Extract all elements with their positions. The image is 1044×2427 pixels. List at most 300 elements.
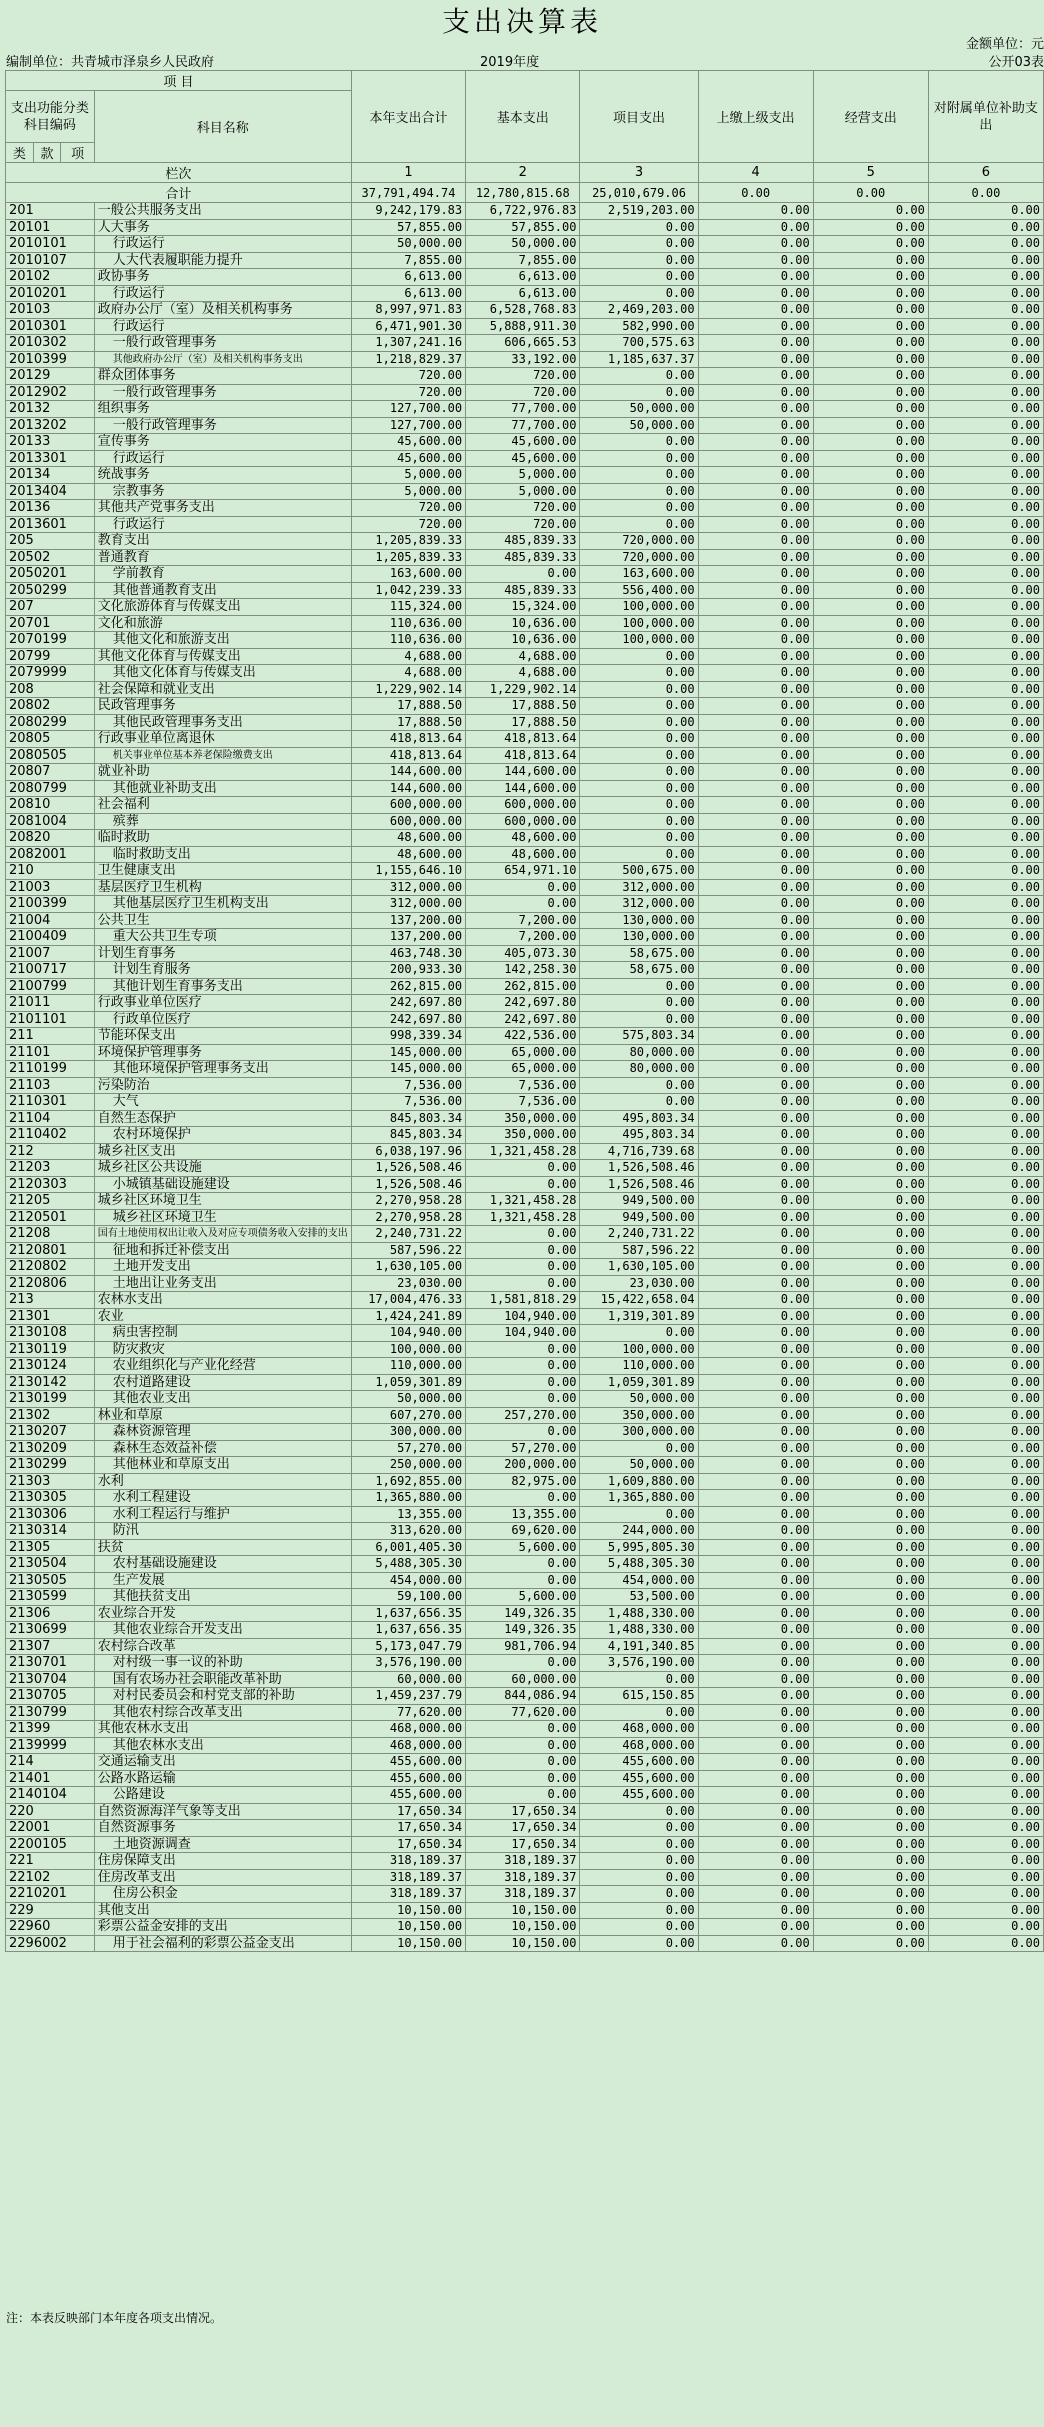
row-value-4: 0.00: [698, 830, 813, 847]
row-code: 21401: [6, 1770, 95, 1787]
table-row: [6, 1325, 1044, 1342]
row-value-6: 0.00: [928, 582, 1043, 599]
row-value-2: 0.00: [466, 1226, 580, 1243]
row-value-2: 5,888,911.30: [466, 318, 580, 335]
row-value-6: 0.00: [928, 1737, 1043, 1754]
table-row: [6, 1787, 1044, 1804]
row-code: 21004: [6, 912, 95, 929]
row-value-1: 1,042,239.33: [351, 582, 465, 599]
table-row: [6, 632, 1044, 649]
row-value-5: 0.00: [813, 632, 928, 649]
row-value-5: 0.00: [813, 962, 928, 979]
row-value-4: 0.00: [698, 467, 813, 484]
row-value-6: 0.00: [928, 813, 1043, 830]
row-value-3: 15,422,658.04: [580, 1292, 698, 1309]
row-name: 森林资源管理: [94, 1424, 351, 1441]
row-value-5: 0.00: [813, 467, 928, 484]
row-code: 2296002: [6, 1935, 95, 1952]
row-value-3: 720,000.00: [580, 549, 698, 566]
row-value-6: 0.00: [928, 912, 1043, 929]
row-value-1: 418,813.64: [351, 747, 465, 764]
row-value-5: 0.00: [813, 1737, 928, 1754]
row-value-3: 0.00: [580, 384, 698, 401]
row-name: 环境保护管理事务: [94, 1044, 351, 1061]
row-value-3: 0.00: [580, 1919, 698, 1936]
row-name: 普通教育: [94, 549, 351, 566]
row-value-5: 0.00: [813, 1622, 928, 1639]
row-name: 公路建设: [94, 1787, 351, 1804]
row-code: 2012902: [6, 384, 95, 401]
row-name: 其他农村综合改革支出: [94, 1704, 351, 1721]
row-name: 宣传事务: [94, 434, 351, 451]
row-value-6: 0.00: [928, 615, 1043, 632]
row-value-3: 0.00: [580, 1886, 698, 1903]
row-name: 土地出让业务支出: [94, 1275, 351, 1292]
row-code: 21303: [6, 1473, 95, 1490]
row-name: 国有土地使用权出让收入及对应专项债务收入安排的支出: [94, 1226, 351, 1243]
row-value-3: 495,803.34: [580, 1127, 698, 1144]
row-value-4: 0.00: [698, 1325, 813, 1342]
row-value-1: 163,600.00: [351, 566, 465, 583]
row-value-4: 0.00: [698, 1341, 813, 1358]
row-value-6: 0.00: [928, 1836, 1043, 1853]
row-name: 自然资源海洋气象等支出: [94, 1803, 351, 1820]
row-value-2: 10,636.00: [466, 632, 580, 649]
table-row: [6, 566, 1044, 583]
row-value-6: 0.00: [928, 450, 1043, 467]
row-value-3: 0.00: [580, 1803, 698, 1820]
row-value-5: 0.00: [813, 1754, 928, 1771]
row-value-4: 0.00: [698, 1110, 813, 1127]
row-value-1: 1,205,839.33: [351, 533, 465, 550]
row-value-1: 17,650.34: [351, 1836, 465, 1853]
row-value-4: 0.00: [698, 797, 813, 814]
row-value-6: 0.00: [928, 846, 1043, 863]
table-row: [6, 1044, 1044, 1061]
row-name: 临时救助: [94, 830, 351, 847]
row-value-2: 720.00: [466, 500, 580, 517]
total-value-3: 25,010,679.06: [580, 183, 698, 203]
row-code: 2010201: [6, 285, 95, 302]
table-row: [6, 368, 1044, 385]
table-row: [6, 714, 1044, 731]
row-value-1: 77,620.00: [351, 1704, 465, 1721]
row-code: 2110199: [6, 1061, 95, 1078]
row-value-2: 0.00: [466, 1721, 580, 1738]
row-value-5: 0.00: [813, 1523, 928, 1540]
row-value-6: 0.00: [928, 1242, 1043, 1259]
row-value-2: 0.00: [466, 1341, 580, 1358]
row-value-3: 468,000.00: [580, 1737, 698, 1754]
row-value-2: 0.00: [466, 1424, 580, 1441]
table-row: [6, 203, 1044, 220]
row-value-4: 0.00: [698, 632, 813, 649]
row-code: 2130199: [6, 1391, 95, 1408]
row-value-5: 0.00: [813, 1655, 928, 1672]
row-value-3: 455,600.00: [580, 1770, 698, 1787]
row-value-2: 1,581,818.29: [466, 1292, 580, 1309]
row-value-6: 0.00: [928, 1308, 1043, 1325]
row-code: 205: [6, 533, 95, 550]
row-value-3: 0.00: [580, 1440, 698, 1457]
row-value-6: 0.00: [928, 1638, 1043, 1655]
row-value-6: 0.00: [928, 929, 1043, 946]
row-value-1: 6,613.00: [351, 269, 465, 286]
row-value-2: 318,189.37: [466, 1869, 580, 1886]
row-code: 2130505: [6, 1572, 95, 1589]
table-row: [6, 1572, 1044, 1589]
table-row: [6, 1160, 1044, 1177]
row-code: 2010101: [6, 236, 95, 253]
row-value-2: 10,150.00: [466, 1902, 580, 1919]
row-value-5: 0.00: [813, 1374, 928, 1391]
row-value-5: 0.00: [813, 203, 928, 220]
row-value-2: 5,600.00: [466, 1539, 580, 1556]
row-code: 2130504: [6, 1556, 95, 1573]
table-row: [6, 1935, 1044, 1952]
row-value-1: 313,620.00: [351, 1523, 465, 1540]
table-row: [6, 1754, 1044, 1771]
row-value-6: 0.00: [928, 1721, 1043, 1738]
table-row: [6, 1671, 1044, 1688]
row-value-1: 845,803.34: [351, 1127, 465, 1144]
table-row: [6, 219, 1044, 236]
row-name: 社会福利: [94, 797, 351, 814]
row-value-3: 0.00: [580, 665, 698, 682]
row-name: 政府办公厅（室）及相关机构事务: [94, 302, 351, 319]
row-value-1: 110,636.00: [351, 615, 465, 632]
table-row: [6, 747, 1044, 764]
row-value-3: 3,576,190.00: [580, 1655, 698, 1672]
kuan-header: 款: [33, 143, 61, 163]
row-value-1: 5,488,305.30: [351, 1556, 465, 1573]
row-value-1: 720.00: [351, 368, 465, 385]
row-value-6: 0.00: [928, 1803, 1043, 1820]
row-value-4: 0.00: [698, 648, 813, 665]
row-code: 21203: [6, 1160, 95, 1177]
row-value-1: 720.00: [351, 516, 465, 533]
row-value-3: 23,030.00: [580, 1275, 698, 1292]
table-row: [6, 236, 1044, 253]
row-value-1: 1,205,839.33: [351, 549, 465, 566]
row-value-4: 0.00: [698, 401, 813, 418]
table-row: [6, 582, 1044, 599]
row-value-3: 130,000.00: [580, 929, 698, 946]
row-value-4: 0.00: [698, 1275, 813, 1292]
table-row: [6, 615, 1044, 632]
row-value-4: 0.00: [698, 1176, 813, 1193]
row-value-1: 137,200.00: [351, 929, 465, 946]
row-value-2: 242,697.80: [466, 1011, 580, 1028]
row-code: 20807: [6, 764, 95, 781]
row-value-3: 468,000.00: [580, 1721, 698, 1738]
row-value-1: 1,365,880.00: [351, 1490, 465, 1507]
row-value-5: 0.00: [813, 830, 928, 847]
row-value-4: 0.00: [698, 1622, 813, 1639]
row-value-3: 500,675.00: [580, 863, 698, 880]
row-value-5: 0.00: [813, 1589, 928, 1606]
row-value-3: 0.00: [580, 846, 698, 863]
row-name: 住房公积金: [94, 1886, 351, 1903]
table-row: [6, 813, 1044, 830]
total-value-5: 0.00: [813, 183, 928, 203]
row-code: 22960: [6, 1919, 95, 1936]
row-name: 人大代表履职能力提升: [94, 252, 351, 269]
row-value-2: 422,536.00: [466, 1028, 580, 1045]
row-value-1: 454,000.00: [351, 1572, 465, 1589]
row-code: 2130306: [6, 1506, 95, 1523]
row-value-1: 1,155,646.10: [351, 863, 465, 880]
row-name: 农村基础设施建设: [94, 1556, 351, 1573]
row-name: 其他民政管理事务支出: [94, 714, 351, 731]
table-row: [6, 1902, 1044, 1919]
row-value-1: 17,650.34: [351, 1820, 465, 1837]
row-value-3: 0.00: [580, 236, 698, 253]
table-row: [6, 1242, 1044, 1259]
row-value-3: 1,630,105.00: [580, 1259, 698, 1276]
row-code: 20132: [6, 401, 95, 418]
row-value-4: 0.00: [698, 929, 813, 946]
row-value-1: 7,855.00: [351, 252, 465, 269]
row-name: 其他计划生育事务支出: [94, 978, 351, 995]
row-value-4: 0.00: [698, 1160, 813, 1177]
row-value-5: 0.00: [813, 1176, 928, 1193]
row-value-5: 0.00: [813, 1358, 928, 1375]
row-value-4: 0.00: [698, 533, 813, 550]
row-name: 其他环境保护管理事务支出: [94, 1061, 351, 1078]
table-row: [6, 1440, 1044, 1457]
row-value-2: 144,600.00: [466, 780, 580, 797]
row-value-4: 0.00: [698, 1094, 813, 1111]
row-code: 2140104: [6, 1787, 95, 1804]
row-value-3: 0.00: [580, 500, 698, 517]
row-value-5: 0.00: [813, 1127, 928, 1144]
row-value-1: 127,700.00: [351, 417, 465, 434]
row-value-6: 0.00: [928, 1176, 1043, 1193]
table-row: [6, 1275, 1044, 1292]
row-value-1: 48,600.00: [351, 846, 465, 863]
row-name: 就业补助: [94, 764, 351, 781]
col-number-4: 4: [698, 163, 813, 183]
row-value-5: 0.00: [813, 533, 928, 550]
row-value-5: 0.00: [813, 1457, 928, 1474]
row-value-3: 0.00: [580, 434, 698, 451]
row-name: 行政运行: [94, 516, 351, 533]
table-row: [6, 335, 1044, 352]
row-value-1: 50,000.00: [351, 236, 465, 253]
total-label: 合计: [6, 183, 352, 203]
row-code: 21003: [6, 879, 95, 896]
row-value-1: 110,636.00: [351, 632, 465, 649]
table-row: [6, 978, 1044, 995]
row-code: 2130108: [6, 1325, 95, 1342]
table-row: [6, 252, 1044, 269]
row-value-3: 5,488,305.30: [580, 1556, 698, 1573]
row-name: 计划生育事务: [94, 945, 351, 962]
row-value-3: 575,803.34: [580, 1028, 698, 1045]
row-value-6: 0.00: [928, 1457, 1043, 1474]
row-value-6: 0.00: [928, 483, 1043, 500]
row-value-3: 0.00: [580, 995, 698, 1012]
row-value-3: 454,000.00: [580, 1572, 698, 1589]
row-value-3: 615,150.85: [580, 1688, 698, 1705]
table-row: [6, 1077, 1044, 1094]
row-value-4: 0.00: [698, 1721, 813, 1738]
row-code: 2120501: [6, 1209, 95, 1226]
row-value-1: 2,270,958.28: [351, 1209, 465, 1226]
row-value-4: 0.00: [698, 1308, 813, 1325]
row-value-5: 0.00: [813, 599, 928, 616]
row-name: 住房改革支出: [94, 1869, 351, 1886]
row-name: 农业组织化与产业化经营: [94, 1358, 351, 1375]
row-value-2: 485,839.33: [466, 582, 580, 599]
row-code: 20129: [6, 368, 95, 385]
row-name: 其他农林水支出: [94, 1737, 351, 1754]
row-value-4: 0.00: [698, 1061, 813, 1078]
row-value-1: 5,000.00: [351, 467, 465, 484]
row-value-5: 0.00: [813, 1787, 928, 1804]
row-value-4: 0.00: [698, 582, 813, 599]
row-value-6: 0.00: [928, 1193, 1043, 1210]
row-value-4: 0.00: [698, 1820, 813, 1837]
row-value-1: 468,000.00: [351, 1737, 465, 1754]
row-value-6: 0.00: [928, 1902, 1043, 1919]
row-code: 20805: [6, 731, 95, 748]
row-name: 其他支出: [94, 1902, 351, 1919]
row-name: 其他文化和旅游支出: [94, 632, 351, 649]
row-value-5: 0.00: [813, 1886, 928, 1903]
row-value-4: 0.00: [698, 896, 813, 913]
row-code: 211: [6, 1028, 95, 1045]
row-value-6: 0.00: [928, 1061, 1043, 1078]
row-value-5: 0.00: [813, 1869, 928, 1886]
row-value-1: 1,630,105.00: [351, 1259, 465, 1276]
row-value-5: 0.00: [813, 1671, 928, 1688]
row-value-3: 949,500.00: [580, 1209, 698, 1226]
row-code: 2101101: [6, 1011, 95, 1028]
row-name: 其他基层医疗卫生机构支出: [94, 896, 351, 913]
row-value-3: 100,000.00: [580, 599, 698, 616]
row-value-3: 0.00: [580, 483, 698, 500]
row-code: 2079999: [6, 665, 95, 682]
table-row: [6, 1589, 1044, 1606]
row-value-2: 57,855.00: [466, 219, 580, 236]
row-code: 2120303: [6, 1176, 95, 1193]
row-value-1: 418,813.64: [351, 731, 465, 748]
row-value-2: 7,200.00: [466, 929, 580, 946]
row-name: 农村道路建设: [94, 1374, 351, 1391]
row-name: 其他农业综合开发支出: [94, 1622, 351, 1639]
row-value-1: 60,000.00: [351, 1671, 465, 1688]
row-value-6: 0.00: [928, 945, 1043, 962]
row-code: 2010399: [6, 351, 95, 368]
row-value-1: 17,888.50: [351, 698, 465, 715]
row-value-1: 468,000.00: [351, 1721, 465, 1738]
row-value-4: 0.00: [698, 1374, 813, 1391]
row-value-3: 0.00: [580, 368, 698, 385]
row-value-1: 200,933.30: [351, 962, 465, 979]
row-value-3: 50,000.00: [580, 1391, 698, 1408]
table-row: [6, 1424, 1044, 1441]
row-name: 民政管理事务: [94, 698, 351, 715]
row-value-4: 0.00: [698, 912, 813, 929]
row-value-1: 998,339.34: [351, 1028, 465, 1045]
table-row: [6, 1919, 1044, 1936]
row-code: 221: [6, 1853, 95, 1870]
row-code: 208: [6, 681, 95, 698]
row-value-3: 58,675.00: [580, 945, 698, 962]
row-value-1: 59,100.00: [351, 1589, 465, 1606]
row-value-3: 1,059,301.89: [580, 1374, 698, 1391]
row-value-1: 455,600.00: [351, 1770, 465, 1787]
row-value-3: 244,000.00: [580, 1523, 698, 1540]
row-value-6: 0.00: [928, 566, 1043, 583]
row-value-5: 0.00: [813, 945, 928, 962]
row-value-6: 0.00: [928, 1341, 1043, 1358]
row-value-1: 2,270,958.28: [351, 1193, 465, 1210]
row-value-4: 0.00: [698, 302, 813, 319]
row-value-5: 0.00: [813, 863, 928, 880]
row-value-4: 0.00: [698, 1737, 813, 1754]
row-name: 节能环保支出: [94, 1028, 351, 1045]
table-row: [6, 450, 1044, 467]
row-name: 统战事务: [94, 467, 351, 484]
row-name: 基层医疗卫生机构: [94, 879, 351, 896]
row-value-2: 142,258.30: [466, 962, 580, 979]
row-name: 病虫害控制: [94, 1325, 351, 1342]
row-value-5: 0.00: [813, 665, 928, 682]
table-row: [6, 879, 1044, 896]
row-value-3: 110,000.00: [580, 1358, 698, 1375]
row-value-3: 1,365,880.00: [580, 1490, 698, 1507]
row-value-1: 100,000.00: [351, 1341, 465, 1358]
row-value-3: 0.00: [580, 747, 698, 764]
row-value-3: 0.00: [580, 1902, 698, 1919]
row-value-4: 0.00: [698, 1506, 813, 1523]
row-name: 扶贫: [94, 1539, 351, 1556]
row-value-4: 0.00: [698, 1407, 813, 1424]
row-value-5: 0.00: [813, 813, 928, 830]
row-value-5: 0.00: [813, 1539, 928, 1556]
row-value-3: 0.00: [580, 1011, 698, 1028]
row-value-2: 0.00: [466, 1754, 580, 1771]
row-name: 污染防治: [94, 1077, 351, 1094]
row-value-4: 0.00: [698, 236, 813, 253]
row-code: 2080505: [6, 747, 95, 764]
row-code: 229: [6, 1902, 95, 1919]
row-value-5: 0.00: [813, 1044, 928, 1061]
row-value-5: 0.00: [813, 434, 928, 451]
row-value-2: 17,650.34: [466, 1836, 580, 1853]
row-value-5: 0.00: [813, 995, 928, 1012]
row-value-5: 0.00: [813, 1836, 928, 1853]
row-value-6: 0.00: [928, 1622, 1043, 1639]
row-value-2: 144,600.00: [466, 764, 580, 781]
row-value-3: 556,400.00: [580, 582, 698, 599]
row-value-4: 0.00: [698, 1440, 813, 1457]
row-value-4: 0.00: [698, 1754, 813, 1771]
row-value-2: 318,189.37: [466, 1886, 580, 1903]
row-value-4: 0.00: [698, 1473, 813, 1490]
row-value-4: 0.00: [698, 434, 813, 451]
row-value-6: 0.00: [928, 1292, 1043, 1309]
row-value-2: 0.00: [466, 1572, 580, 1589]
row-code: 201: [6, 203, 95, 220]
row-value-6: 0.00: [928, 1787, 1043, 1804]
row-value-2: 77,700.00: [466, 401, 580, 418]
row-value-4: 0.00: [698, 1259, 813, 1276]
row-value-3: 130,000.00: [580, 912, 698, 929]
